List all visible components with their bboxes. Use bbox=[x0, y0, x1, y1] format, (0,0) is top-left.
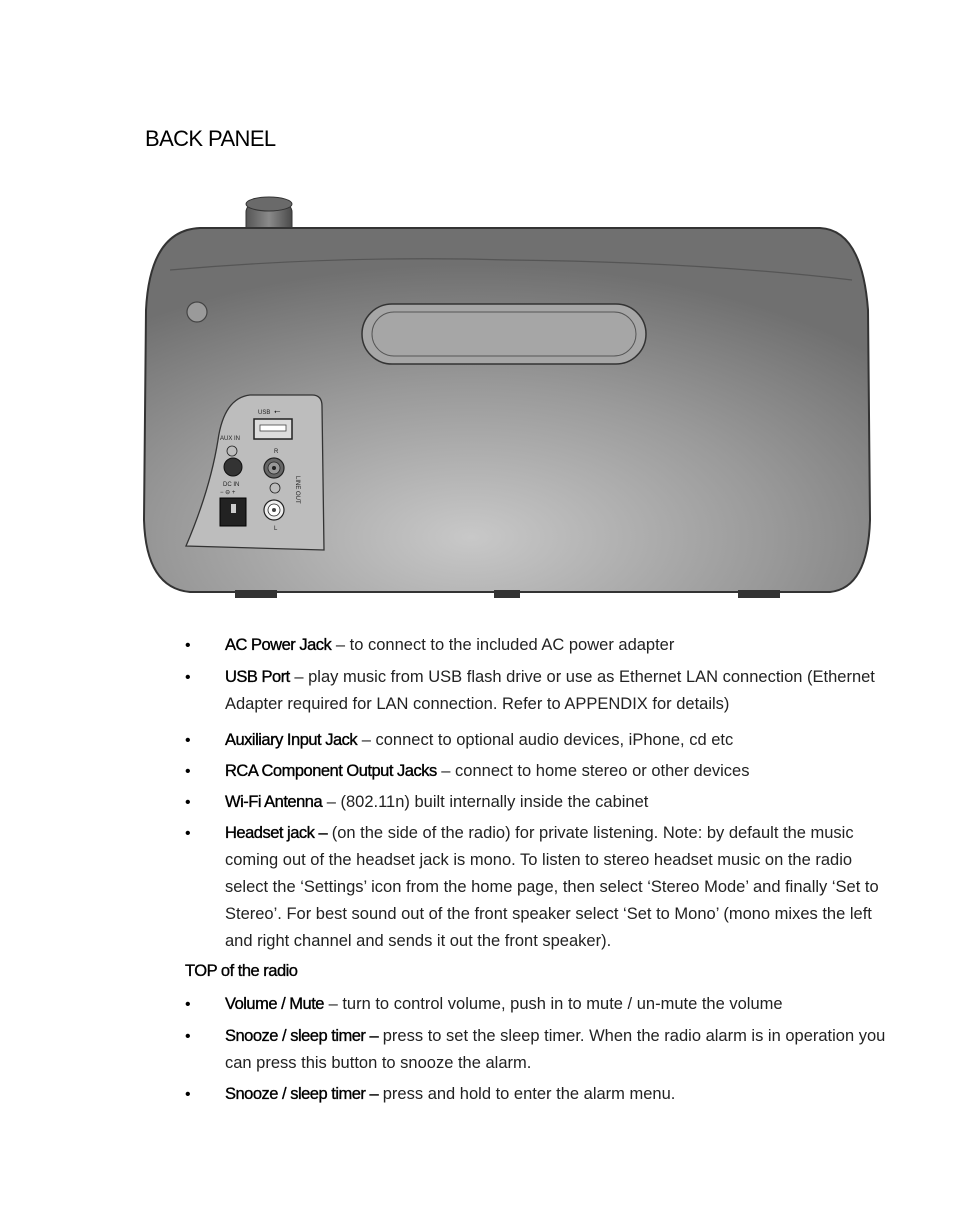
item-description: – connect to optional audio devices, iPhone, cd etc bbox=[357, 731, 734, 749]
aux-in-label: AUX IN bbox=[220, 436, 241, 442]
usb-label: USB bbox=[258, 410, 271, 416]
item-term: Auxiliary Input Jack bbox=[225, 731, 358, 749]
line-out-label: LINE OUT bbox=[294, 476, 300, 504]
item-term: Wi-Fi Antenna bbox=[225, 793, 323, 811]
item-term: AC Power Jack bbox=[225, 636, 332, 654]
bullet: • bbox=[185, 732, 191, 749]
dc-polarity-label: − ⊖ + bbox=[220, 490, 236, 496]
side-button bbox=[187, 302, 207, 322]
item-description: press and hold to enter the alarm menu. bbox=[378, 1085, 676, 1103]
item-description: – to connect to the included AC power adapter bbox=[331, 636, 675, 654]
radio-back-panel-illustration bbox=[140, 190, 880, 610]
list-item bbox=[185, 991, 895, 1018]
list-item bbox=[185, 758, 895, 785]
bullet: • bbox=[185, 1028, 191, 1045]
item-description: – play music from USB flash drive or use as Ethernet LAN connection (Ethernet Adapter required for LAN connection. Refer to APPENDIX for details) bbox=[225, 668, 875, 713]
item-term: Headset jack – bbox=[225, 824, 328, 842]
list-item bbox=[185, 1023, 895, 1077]
rca-left-jack bbox=[264, 500, 284, 520]
list-item bbox=[185, 664, 895, 718]
handle-recess bbox=[362, 304, 646, 364]
item-term: Snooze / sleep timer – bbox=[225, 1027, 379, 1045]
item-term: RCA Component Output Jacks bbox=[225, 762, 437, 780]
item-term: Volume / Mute bbox=[225, 995, 324, 1013]
item-description: – connect to home stereo or other devices bbox=[436, 762, 750, 780]
list-item bbox=[185, 820, 895, 955]
list-item bbox=[185, 789, 895, 816]
rca-right-label: R bbox=[274, 449, 279, 455]
page-title: BACK PANEL bbox=[145, 126, 276, 151]
item-description: – turn to control volume, push in to mute / un-mute the volume bbox=[323, 995, 783, 1013]
bullet: • bbox=[185, 825, 191, 842]
radio-back-panel-drawing bbox=[140, 190, 880, 610]
bullet: • bbox=[185, 763, 191, 780]
item-term: Snooze / sleep timer – bbox=[225, 1085, 379, 1103]
rca-right-jack bbox=[264, 458, 284, 478]
list-item bbox=[185, 632, 895, 659]
item-description: – (802.11n) built internally inside the cabinet bbox=[322, 793, 649, 811]
item-description: (on the side of the radio) for private listening. Note: by default the music coming out of the headset jack is mono. To listen to stereo headset music on the radio select the ‘Settings’ icon from the home page, then select ‘Stereo Mode’ and finally ‘Set to Stereo’. For best sound out of the front speaker select ‘Set to Mono’ (mono mixes the left and right channel and sends it out the front speaker). bbox=[225, 824, 879, 950]
bullet: • bbox=[185, 669, 191, 686]
section-heading-top: TOP of the radio bbox=[185, 962, 298, 980]
bullet: • bbox=[185, 637, 191, 654]
item-term: USB Port bbox=[225, 668, 290, 686]
item-description: press to set the sleep timer. When the radio alarm is in operation you can press this button to snooze the alarm. bbox=[225, 1027, 886, 1072]
list-item bbox=[185, 1081, 895, 1108]
bullet: • bbox=[185, 794, 191, 811]
aux-in-jack bbox=[224, 458, 242, 476]
list-item bbox=[185, 727, 895, 754]
bullet: • bbox=[185, 1086, 191, 1103]
usb-icon: ⭠ bbox=[274, 407, 281, 416]
dc-in-label: DC IN bbox=[223, 482, 240, 488]
rca-left-label: L bbox=[274, 526, 278, 532]
bullet: • bbox=[185, 996, 191, 1013]
